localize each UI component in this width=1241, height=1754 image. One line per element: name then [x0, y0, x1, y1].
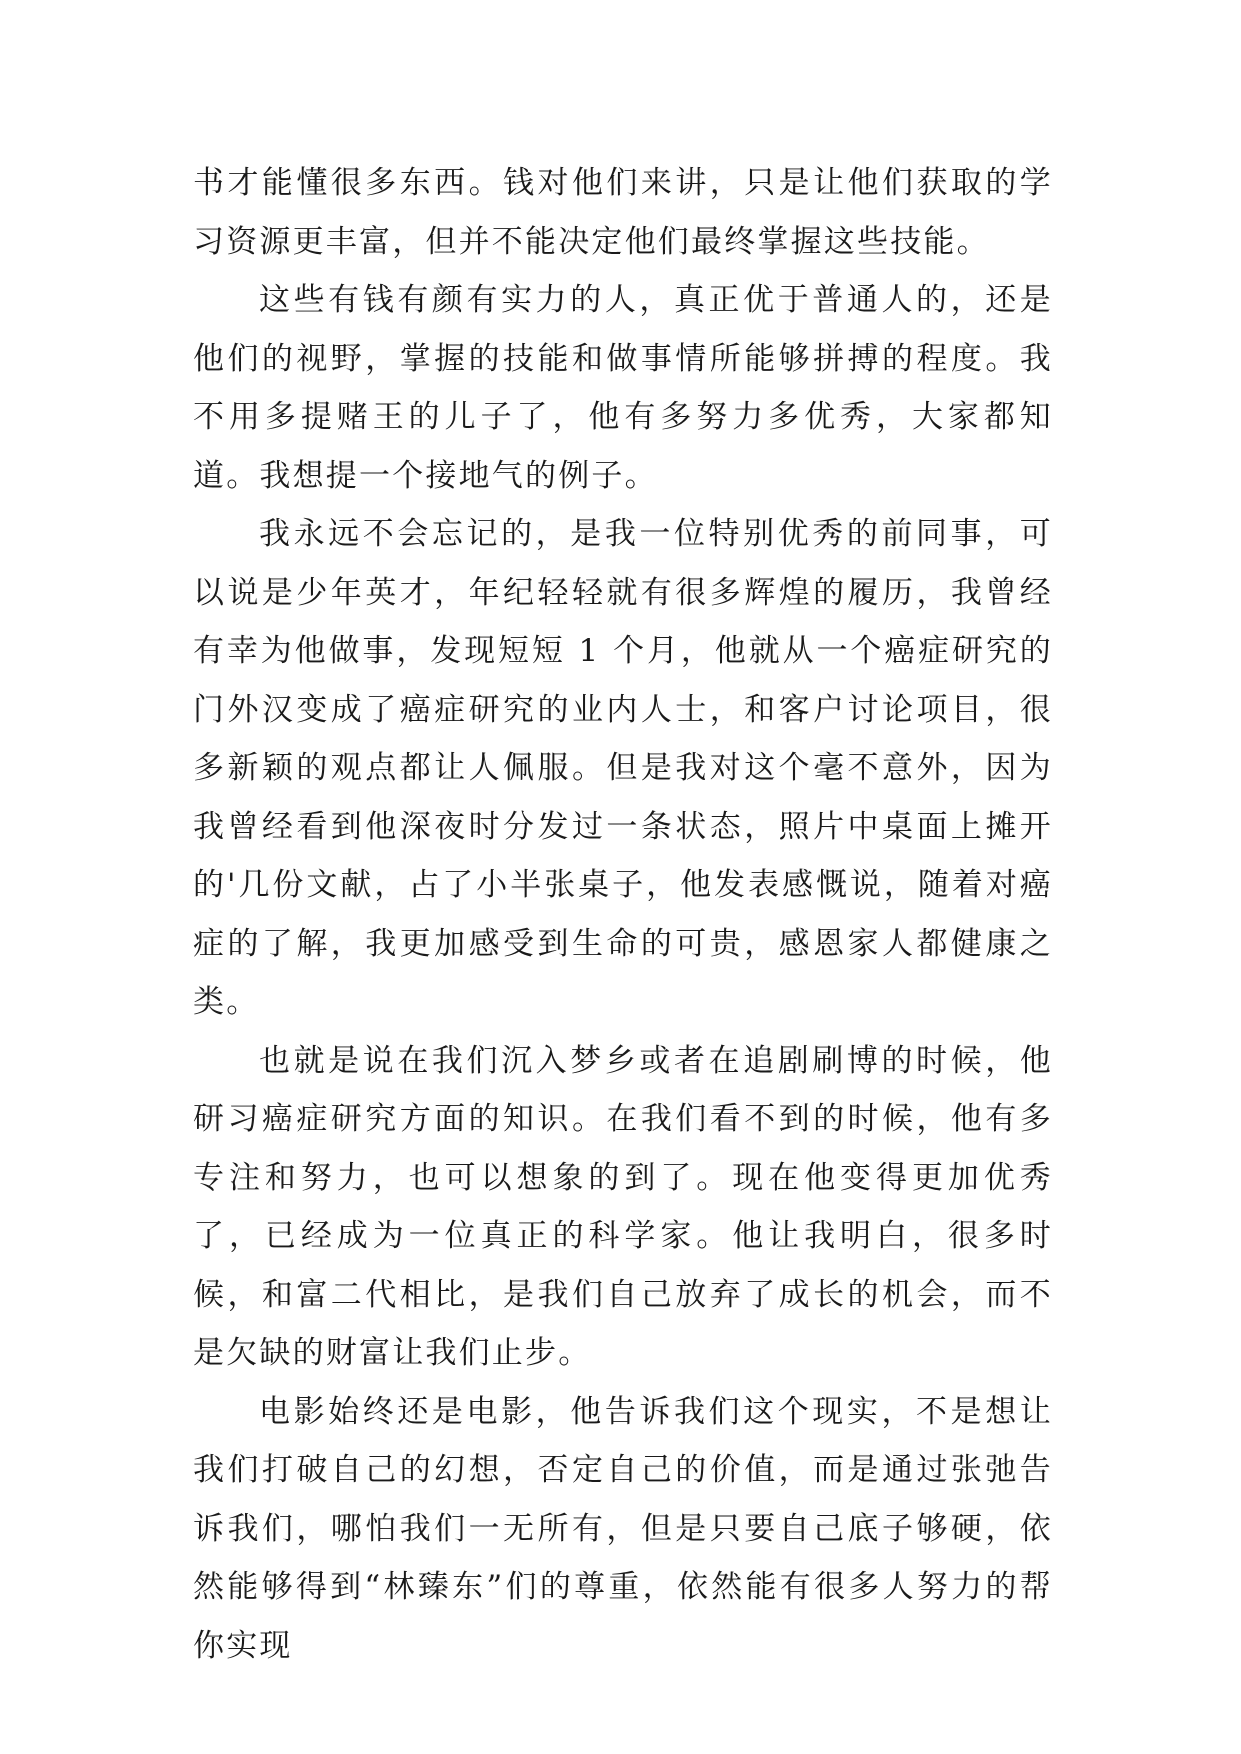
paragraph-2: 这些有钱有颜有实力的人，真正优于普通人的，还是他们的视野，掌握的技能和做事情所能够拼搏的程度。我不用多提赌王的儿子了，他有多努力多优秀，大家都知道。我想提一个接地气的例子。 — [193, 282, 1053, 494]
paragraph-1: 书才能懂很多东西。钱对他们来讲，只是让他们获取的学习资源更丰富，但并不能决定他们最终掌握这些技能。 — [193, 165, 1053, 260]
paragraph-5: 电影始终还是电影，他告诉我们这个现实，不是想让我们打破自己的幻想，否定自己的价值，而是通过张弛告诉我们，哪怕我们一无所有，但是只要自己底子够硬，依然能够得到“林臻东”们的尊重，依然能有很多人努力的帮你实现 — [193, 1393, 1053, 1664]
paragraph-3: 我永远不会忘记的，是我一位特别优秀的前同事，可以说是少年英才，年纪轻轻就有很多辉煌的履历，我曾经有幸为他做事，发现短短 1 个月，他就从一个癌症研究的门外汉变成了癌症研究的业内人士，和客户讨论项目，很多新颖的观点都让人佩服。但是我对这个毫不意外，因为我曾经看到他深夜时分发过一条状态，照片中桌面上摊开的'几份文献，占了小半张桌子，他发表感慨说，随着对癌症的了解，我更加感受到生命的可贵，感恩家人都健康之类。 — [193, 516, 1053, 1020]
paragraph-4: 也就是说在我们沉入梦乡或者在追剧刷博的时候，他研习癌症研究方面的知识。在我们看不到的时候，他有多专注和努力，也可以想象的到了。现在他变得更加优秀了，已经成为一位真正的科学家。他让我明白，很多时候，和富二代相比，是我们自己放弃了成长的机会，而不是欠缺的财富让我们止步。 — [193, 1042, 1053, 1371]
document-body — [193, 154, 1053, 1675]
